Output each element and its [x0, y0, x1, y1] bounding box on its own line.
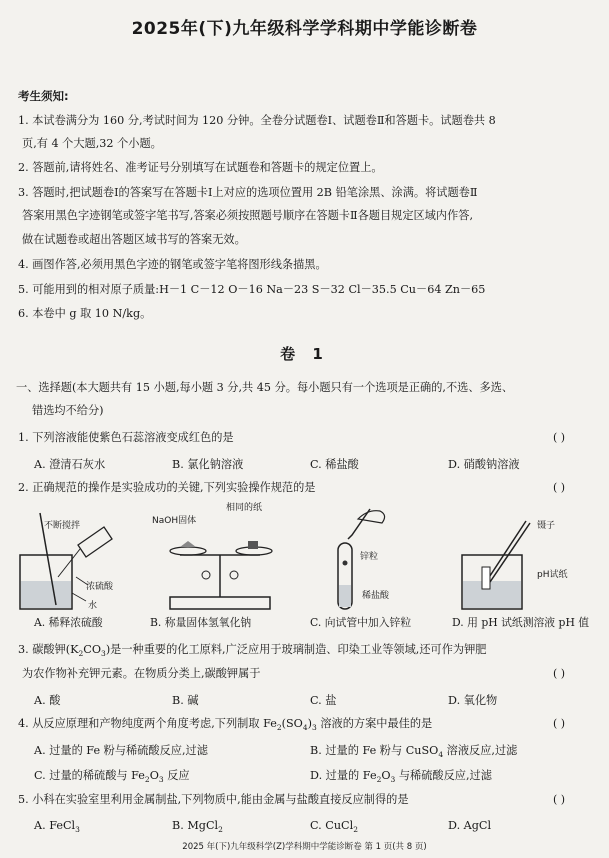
q5-option-d [448, 819, 491, 832]
notice-line: 4. 画图作答,必须用黑色字迹的钢笔或签字笔将图形线条描黑。 [18, 258, 327, 271]
label-acid: 浓硫酸 [86, 582, 114, 592]
question-4-stem [18, 717, 598, 735]
label-tweezers: 镊子 [537, 521, 556, 531]
answer-bracket: ( ) [553, 481, 566, 494]
q4-option-d-part: D. 过量的 Fe [310, 769, 377, 782]
question-3-stem-line2: 为农作物补充钾元素。在物质分类上,碳酸钾属于 [22, 667, 261, 680]
answer-bracket: ( ) [553, 667, 566, 680]
label-water: 水 [88, 601, 98, 611]
q4-option-c-part: C. 过量的稀硫酸与 Fe [34, 769, 145, 782]
q5-option-a [34, 819, 80, 834]
notice-line: 答案用黑色字迹钢笔或签字笔书写,答案必须按照题号顺序在答题卡Ⅱ各题目规定区域内作答, [22, 209, 474, 222]
subscript: 4 [302, 723, 308, 733]
subscript: 3 [101, 649, 106, 659]
q4-option-d-part: O [381, 769, 391, 782]
q4-option-b-part: 溶液反应,过滤 [443, 744, 518, 757]
section-intro: 一、选择题(本大题共有 15 小题,每小题 3 分,共 45 分。每小题只有一个选项是正确的,不选、多选、 [16, 381, 514, 394]
label-zinc: 锌粒 [360, 552, 379, 562]
q5-option-text: D. AgCl [448, 819, 492, 832]
subscript: 2 [78, 649, 84, 659]
figure-caption-d: D. 用 pH 试纸测溶液 pH 值 [452, 616, 590, 629]
q3-option-d: D. 氧化物 [448, 694, 498, 707]
label-stir: 不断搅拌 [44, 521, 81, 531]
subscript: 3 [312, 723, 317, 733]
question-5-stem: 5. 小科在实验室里利用金属制盐,下列物质中,能由金属与盐酸直接反应制得的是 [18, 793, 409, 806]
page-footer: 2025 年(下)九年级科学(Z)学科期中学能诊断卷 第 1 页(共 8 页) [182, 842, 427, 852]
subscript: 2 [144, 775, 150, 785]
figure-caption-c: C. 向试管中加入锌粒 [310, 616, 412, 629]
notice-line: 5. 可能用到的相对原子质量:H－1 C－12 O－16 Na－23 S－32 Cl－35.5 Cu－64 Zn－65 [18, 283, 486, 296]
section-title: 卷 1 [280, 345, 329, 363]
notice-heading: 考生须知: [18, 89, 69, 103]
label-ph-paper: pH试纸 [537, 570, 568, 580]
subscript: 2 [218, 825, 223, 835]
answer-bracket: ( ) [553, 793, 566, 806]
notice-line: 3. 答题时,把试题卷Ⅰ的答案写在答题卡Ⅰ上对应的选项位置用 2B 铅笔涂黑、涂满。将试题卷Ⅱ [18, 186, 478, 199]
label-naoh: NaOH固体 [152, 516, 197, 526]
subscript: 3 [75, 825, 80, 835]
q5-option-text: A. FeCl [34, 819, 76, 832]
q4-option-b-part: B. 过量的 Fe 粉与 CuSO [310, 744, 439, 757]
q1-option-a: A. 澄清石灰水 [34, 458, 106, 471]
q1-option-b: B. 氯化钠溶液 [172, 458, 244, 471]
q1-option-d: D. 硝酸钠溶液 [448, 458, 520, 471]
question-2-stem: 2. 正确规范的操作是实验成功的关键,下列实验操作规范的是 [18, 481, 316, 494]
q3-stem-part: CO [83, 643, 102, 656]
subscript: 2 [353, 825, 358, 835]
q4-option-c [34, 767, 190, 784]
q3-option-a: A. 酸 [34, 694, 61, 707]
q5-option-b [172, 819, 223, 834]
q5-option-text: B. MgCl [172, 819, 219, 832]
answer-bracket: ( ) [553, 431, 566, 444]
section-intro: 错选均不给分) [32, 404, 104, 417]
q4-option-d [310, 767, 492, 784]
notice-line: 6. 本卷中 g 取 10 N/kg。 [18, 307, 152, 320]
q3-stem-part: )是一种重要的化工原料,广泛应用于玻璃制造、印染工业等领域,还可作为钾肥 [105, 643, 487, 656]
figure-caption-a: A. 稀释浓硫酸 [34, 616, 103, 629]
q4-option-c-part: O [149, 769, 159, 782]
q3-option-c: C. 盐 [310, 694, 337, 707]
subscript: 2 [276, 723, 282, 733]
q4-stem-part: 溶液的方案中最佳的是 [316, 717, 433, 730]
subscript: 3 [390, 775, 396, 785]
subscript: 4 [438, 750, 444, 760]
exam-title: 2025年(下)九年级科学学科期中学能诊断卷 [131, 19, 478, 39]
subscript: 3 [158, 775, 164, 785]
q3-option-b: B. 碱 [172, 694, 199, 707]
q4-option-b [310, 742, 517, 759]
q4-stem-part: (SO [281, 717, 303, 730]
q4-option-d-part: 与稀硫酸反应,过滤 [395, 769, 492, 782]
label-paper: 相同的纸 [226, 503, 263, 513]
question-3-stem [18, 643, 598, 661]
notice-line: 做在试题卷或超出答题区域书写的答案无效。 [22, 233, 246, 246]
q5-option-c [310, 819, 358, 834]
label-hcl: 稀盐酸 [362, 591, 390, 601]
q1-option-c: C. 稀盐酸 [310, 458, 359, 471]
notice-line: 2. 答题前,请将姓名、准考证号分别填写在试题卷和答题卡的规定位置上。 [18, 161, 383, 174]
notice-line: 页,有 4 个大题,32 个小题。 [22, 137, 162, 150]
subscript: 2 [376, 775, 382, 785]
figure-caption-b: B. 称量固体氢氧化钠 [150, 616, 252, 629]
answer-bracket: ( ) [553, 717, 566, 730]
question-1-stem: 1. 下列溶液能使紫色石蕊溶液变成红色的是 [18, 431, 234, 444]
q4-stem-part: 4. 从反应原理和产物纯度两个角度考虑,下列制取 Fe [18, 717, 277, 730]
q4-stem-part: ) [307, 717, 313, 730]
q5-option-text: C. CuCl [310, 819, 354, 832]
notice-line: 1. 本试卷满分为 160 分,考试时间为 120 分钟。全卷分试题卷Ⅰ、试题卷Ⅱ和答题卡。试题卷共 8 [18, 114, 496, 127]
q3-stem-part: 3. 碳酸钾(K [18, 643, 79, 656]
q4-option-c-part: 反应 [163, 769, 190, 782]
q4-option-a: A. 过量的 Fe 粉与稀硫酸反应,过滤 [34, 744, 208, 757]
